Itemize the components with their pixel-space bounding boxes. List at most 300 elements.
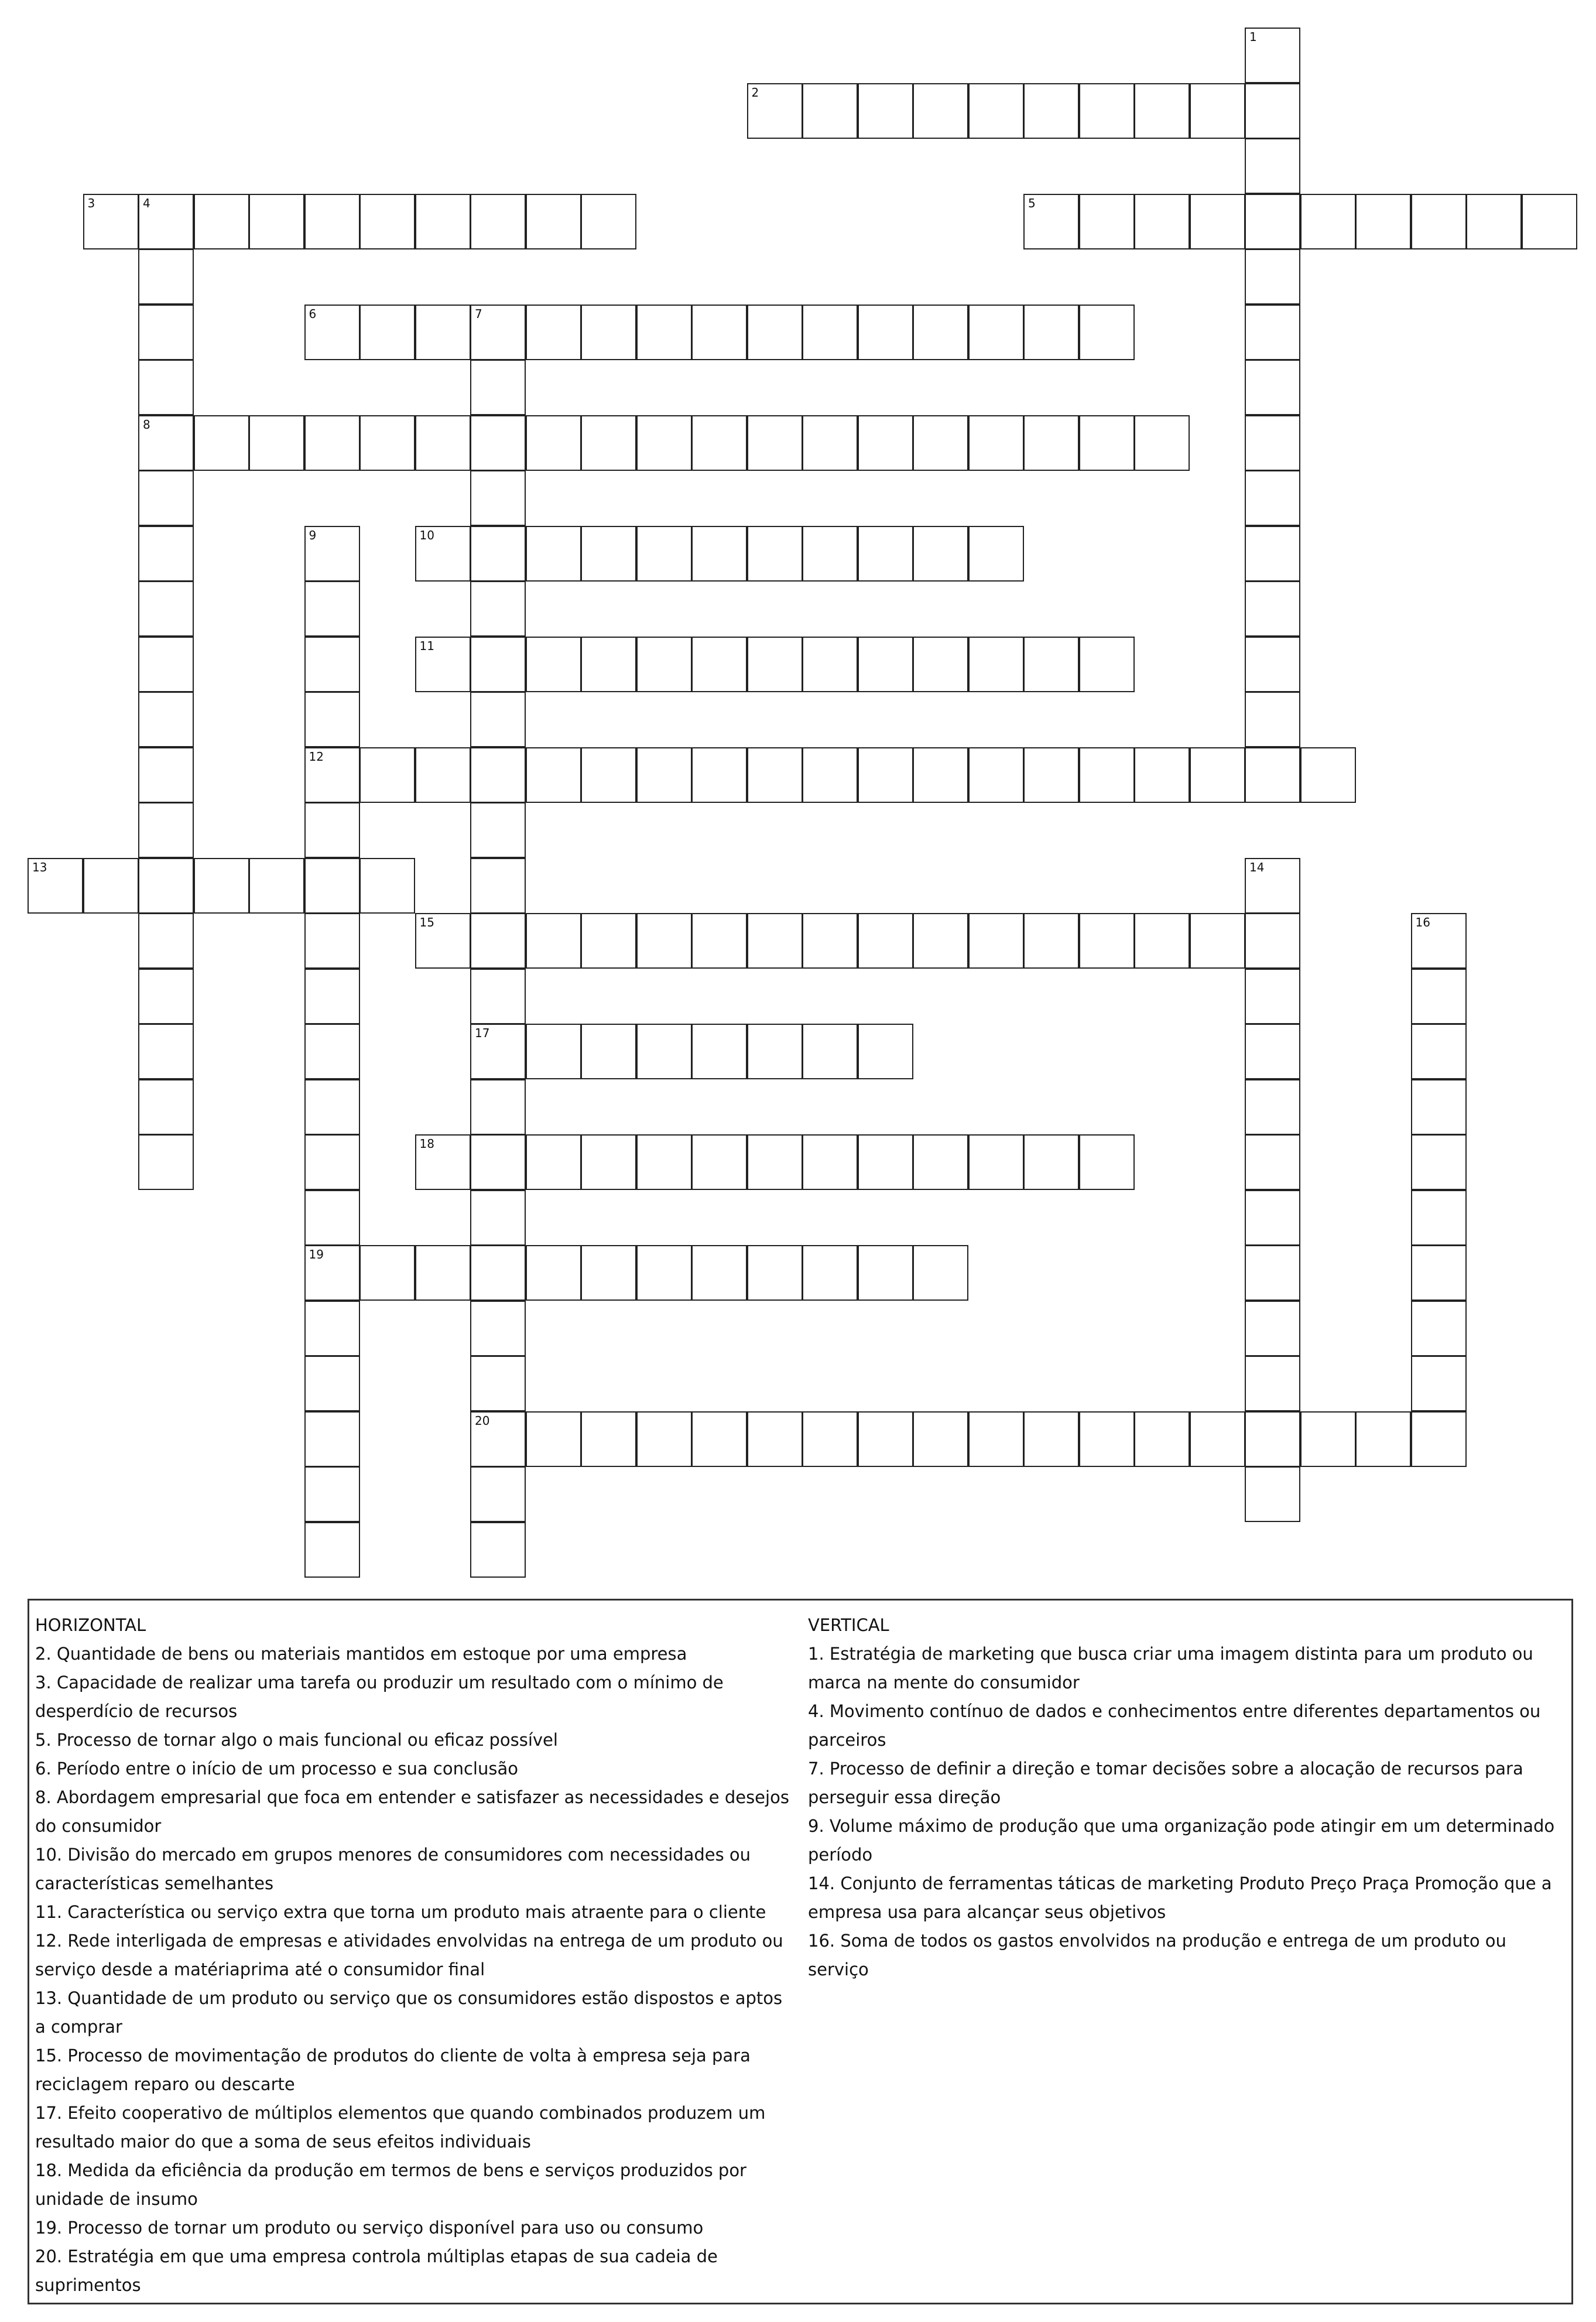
grid-cell[interactable]	[138, 470, 194, 526]
grid-cell[interactable]	[1023, 637, 1079, 692]
across-clue: 20. Estratégia em que uma empresa controla múltiplas etapas de sua cadeia de suprimentos	[35, 2246, 718, 2295]
grid-cell[interactable]	[470, 1024, 526, 1079]
grid-cell[interactable]	[359, 194, 415, 249]
grid-cell[interactable]	[1411, 1411, 1467, 1467]
down-clue: 1. Estratégia de marketing que busca criar uma imagem distinta para um produto ou marca na mente do consumidor	[808, 1644, 1533, 1692]
grid-cell[interactable]	[526, 194, 581, 249]
grid-cell[interactable]	[581, 1411, 636, 1467]
grid-cell[interactable]	[802, 526, 858, 582]
grid-cell[interactable]	[1245, 1466, 1300, 1522]
grid-cell[interactable]	[194, 415, 249, 471]
grid-cell[interactable]	[470, 1411, 526, 1467]
grid-cell[interactable]	[415, 637, 471, 692]
grid-cell[interactable]	[304, 969, 360, 1024]
grid-cell[interactable]	[415, 1245, 471, 1301]
grid-cell[interactable]	[858, 913, 913, 969]
grid-cell[interactable]	[249, 858, 304, 914]
grid-cell[interactable]	[1023, 415, 1079, 471]
grid-cell[interactable]	[470, 526, 526, 582]
grid-cell[interactable]	[1134, 1411, 1190, 1467]
grid-cell[interactable]	[1522, 194, 1577, 249]
grid-cell[interactable]	[138, 360, 194, 415]
grid-cell[interactable]	[304, 1301, 360, 1356]
grid-cell[interactable]	[304, 637, 360, 692]
grid-cell[interactable]	[470, 913, 526, 969]
grid-cell[interactable]	[747, 415, 803, 471]
grid-cell[interactable]	[1079, 913, 1135, 969]
grid-cell[interactable]	[1411, 194, 1467, 249]
grid-cell[interactable]	[691, 913, 747, 969]
grid-cell[interactable]	[1023, 1134, 1079, 1190]
down-clue: 14. Conjunto de ferramentas táticas de marketing Produto Preço Praça Promoção que a empresa usa para alcançar seus objetivos	[808, 1873, 1552, 1922]
clue-number: 2	[751, 85, 759, 100]
grid-cell[interactable]	[747, 747, 803, 803]
grid-cell[interactable]	[1245, 415, 1300, 471]
grid-cell[interactable]	[415, 526, 471, 582]
grid-cell[interactable]	[747, 637, 803, 692]
grid-cell[interactable]	[581, 194, 636, 249]
across-clue: 11. Característica ou serviço extra que torna um produto mais atraente para o cliente	[35, 1902, 766, 1922]
grid-cell[interactable]	[636, 415, 692, 471]
grid-cell[interactable]	[1300, 1411, 1356, 1467]
grid-cell[interactable]	[470, 1190, 526, 1246]
grid-cell[interactable]	[1245, 1134, 1300, 1190]
grid-cell[interactable]	[802, 913, 858, 969]
grid-cell[interactable]	[304, 1245, 360, 1301]
grid-cell[interactable]	[470, 1522, 526, 1578]
grid-cell[interactable]	[1023, 305, 1079, 360]
grid-cell[interactable]	[304, 1356, 360, 1411]
grid-cell[interactable]	[415, 913, 471, 969]
grid-cell[interactable]	[138, 747, 194, 803]
clues-box	[28, 1599, 1573, 2304]
grid-cell[interactable]	[138, 581, 194, 637]
grid-cell[interactable]	[526, 526, 581, 582]
grid-cell[interactable]	[913, 637, 968, 692]
grid-cell[interactable]	[802, 1134, 858, 1190]
grid-cell[interactable]	[1134, 83, 1190, 139]
grid-cell[interactable]	[138, 1079, 194, 1135]
grid-cell[interactable]	[1245, 637, 1300, 692]
grid-cell[interactable]	[415, 415, 471, 471]
grid-cell[interactable]	[636, 913, 692, 969]
across-clue: 18. Medida da eficiência da produção em termos de bens e serviços produzidos por unidade de insumo	[35, 2160, 746, 2209]
grid-cell[interactable]	[1245, 194, 1300, 249]
grid-cell[interactable]	[691, 747, 747, 803]
grid-cell[interactable]	[581, 1134, 636, 1190]
grid-cell[interactable]	[1079, 747, 1135, 803]
grid-cell[interactable]	[1023, 913, 1079, 969]
grid-cell[interactable]	[636, 637, 692, 692]
clue-number: 11	[419, 638, 434, 653]
grid-cell[interactable]	[802, 83, 858, 139]
grid-cell[interactable]	[747, 526, 803, 582]
grid-cell[interactable]	[138, 969, 194, 1024]
grid-cell[interactable]	[802, 1411, 858, 1467]
clue-number: 15	[419, 915, 434, 929]
grid-cell[interactable]	[526, 1245, 581, 1301]
grid-cell[interactable]	[968, 1134, 1024, 1190]
grid-cell[interactable]	[636, 1245, 692, 1301]
grid-cell[interactable]	[138, 194, 194, 249]
grid-cell[interactable]	[1466, 194, 1522, 249]
grid-cell[interactable]	[415, 194, 471, 249]
down-clue: 16. Soma de todos os gastos envolvidos na produção e entrega de um produto ou serviço	[808, 1931, 1506, 1979]
grid-cell[interactable]	[636, 1411, 692, 1467]
grid-cell[interactable]	[691, 1245, 747, 1301]
grid-cell[interactable]	[1245, 1024, 1300, 1079]
grid-cell[interactable]	[138, 305, 194, 360]
grid-cell[interactable]	[470, 802, 526, 858]
grid-cell[interactable]	[526, 1411, 581, 1467]
grid-cell[interactable]	[913, 1411, 968, 1467]
grid-cell[interactable]	[138, 1024, 194, 1079]
grid-cell[interactable]	[1079, 637, 1135, 692]
grid-cell[interactable]	[1079, 305, 1135, 360]
grid-cell[interactable]	[304, 415, 360, 471]
grid-cell[interactable]	[1245, 1190, 1300, 1246]
clue-number: 20	[475, 1413, 490, 1428]
down-clue: 7. Processo de definir a direção e tomar decisões sobre a alocação de recursos para perseguir essa direção	[808, 1759, 1523, 1807]
grid-cell[interactable]	[526, 747, 581, 803]
clue-number: 13	[32, 860, 47, 874]
grid-cell[interactable]	[1134, 913, 1190, 969]
across-clue: 17. Efeito cooperativo de múltiplos elementos que quando combinados produzem um resultado maior do que a soma de seus efeitos individuais	[35, 2103, 766, 2152]
grid-cell[interactable]	[1245, 1245, 1300, 1301]
grid-cell[interactable]	[858, 305, 913, 360]
clue-number: 4	[143, 196, 150, 210]
grid-cell[interactable]	[1134, 415, 1190, 471]
grid-cell[interactable]	[138, 249, 194, 305]
grid-cell[interactable]	[1245, 470, 1300, 526]
grid-cell[interactable]	[913, 526, 968, 582]
down-clue: 4. Movimento contínuo de dados e conhecimentos entre diferentes departamentos ou parceiros	[808, 1701, 1541, 1750]
across-clue: 2. Quantidade de bens ou materiais mantidos em estoque por uma empresa	[35, 1644, 687, 1664]
grid-cell[interactable]	[138, 526, 194, 582]
across-clue: 15. Processo de movimentação de produtos do cliente de volta à empresa seja para reciclagem reparo ou descarte	[35, 2046, 751, 2094]
grid-cell[interactable]	[968, 1411, 1024, 1467]
across-clue: 8. Abordagem empresarial que foca em entender e satisfazer as necessidades e desejos do consumidor	[35, 1787, 789, 1836]
grid-cell[interactable]	[304, 305, 360, 360]
grid-cell[interactable]	[1190, 194, 1245, 249]
grid-cell[interactable]	[1245, 83, 1300, 139]
grid-cell[interactable]	[470, 360, 526, 415]
grid-cell[interactable]	[304, 1411, 360, 1467]
grid-cell[interactable]	[968, 913, 1024, 969]
grid-cell[interactable]	[470, 1466, 526, 1522]
grid-cell[interactable]	[304, 1522, 360, 1578]
grid-cell[interactable]	[858, 1245, 913, 1301]
across-clue: 10. Divisão do mercado em grupos menores de consumidores com necessidades ou características semelhantes	[35, 1845, 751, 1893]
grid-cell[interactable]	[304, 1190, 360, 1246]
grid-cell[interactable]	[526, 1134, 581, 1190]
grid-cell[interactable]	[359, 305, 415, 360]
grid-cell[interactable]	[1023, 83, 1079, 139]
grid-cell[interactable]	[526, 637, 581, 692]
grid-cell[interactable]	[470, 747, 526, 803]
grid-cell[interactable]	[1355, 194, 1411, 249]
grid-cell[interactable]	[359, 858, 415, 914]
grid-cell[interactable]	[968, 415, 1024, 471]
grid-cell[interactable]	[1079, 83, 1135, 139]
grid-cell[interactable]	[581, 1245, 636, 1301]
grid-cell[interactable]	[1190, 913, 1245, 969]
grid-cell[interactable]	[1190, 1411, 1245, 1467]
down-clue: 9. Volume máximo de produção que uma organização pode atingir em um determinado período	[808, 1816, 1555, 1865]
across-clue: 12. Rede interligada de empresas e atividades envolvidas na entrega de um produto ou serviço desde a matériaprima até o consumidor final	[35, 1931, 783, 1979]
grid-cell[interactable]	[470, 692, 526, 747]
grid-cell[interactable]	[636, 747, 692, 803]
grid-cell[interactable]	[1134, 194, 1190, 249]
grid-cell[interactable]	[470, 1134, 526, 1190]
grid-cell[interactable]	[581, 1024, 636, 1079]
clue-number: 8	[143, 417, 150, 432]
grid-cell[interactable]	[802, 1024, 858, 1079]
grid-cell[interactable]	[1134, 747, 1190, 803]
grid-cell[interactable]	[691, 526, 747, 582]
grid-cell[interactable]	[968, 83, 1024, 139]
grid-cell[interactable]	[1245, 581, 1300, 637]
grid-cell[interactable]	[526, 415, 581, 471]
grid-cell[interactable]	[1245, 360, 1300, 415]
grid-cell[interactable]	[1411, 1079, 1467, 1135]
grid-cell[interactable]	[1245, 1079, 1300, 1135]
grid-cell[interactable]	[194, 858, 249, 914]
grid-cell[interactable]	[802, 305, 858, 360]
grid-cell[interactable]	[691, 637, 747, 692]
grid-cell[interactable]	[802, 1245, 858, 1301]
grid-cell[interactable]	[747, 913, 803, 969]
grid-cell[interactable]	[304, 692, 360, 747]
grid-cell[interactable]	[415, 747, 471, 803]
grid-cell[interactable]	[249, 415, 304, 471]
grid-cell[interactable]	[1079, 415, 1135, 471]
grid-cell[interactable]	[913, 305, 968, 360]
grid-cell[interactable]	[747, 1024, 803, 1079]
grid-cell[interactable]	[138, 1134, 194, 1190]
grid-cell[interactable]	[138, 913, 194, 969]
grid-cell[interactable]	[1411, 1356, 1467, 1411]
grid-cell[interactable]	[138, 802, 194, 858]
grid-cell[interactable]	[526, 1024, 581, 1079]
grid-cell[interactable]	[858, 1024, 913, 1079]
across-clue: 19. Processo de tornar um produto ou serviço disponível para uso ou consumo	[35, 2218, 704, 2238]
clue-number: 12	[309, 749, 324, 764]
grid-cell[interactable]	[747, 1134, 803, 1190]
grid-cell[interactable]	[1190, 83, 1245, 139]
grid-cell[interactable]	[359, 1245, 415, 1301]
grid-cell[interactable]	[1245, 692, 1300, 747]
grid-cell[interactable]	[1245, 747, 1300, 803]
grid-cell[interactable]	[470, 1245, 526, 1301]
grid-cell[interactable]	[747, 1245, 803, 1301]
grid-cell[interactable]	[470, 969, 526, 1024]
grid-cell[interactable]	[802, 415, 858, 471]
grid-cell[interactable]	[194, 194, 249, 249]
grid-cell[interactable]	[1245, 913, 1300, 969]
grid-cell[interactable]	[470, 858, 526, 914]
grid-cell[interactable]	[304, 1466, 360, 1522]
grid-cell[interactable]	[1245, 28, 1300, 83]
grid-cell[interactable]	[1023, 747, 1079, 803]
clue-number: 18	[419, 1137, 434, 1151]
grid-cell[interactable]	[1245, 249, 1300, 305]
grid-cell[interactable]	[858, 415, 913, 471]
grid-cell[interactable]	[1300, 747, 1356, 803]
down-clues-column	[808, 1611, 1563, 1984]
grid-cell[interactable]	[858, 83, 913, 139]
grid-cell[interactable]	[138, 637, 194, 692]
grid-cell[interactable]	[1411, 1245, 1467, 1301]
grid-cell[interactable]	[28, 858, 83, 914]
grid-cell[interactable]	[581, 526, 636, 582]
grid-cell[interactable]	[83, 194, 139, 249]
across-clues-column	[35, 1611, 796, 2300]
grid-cell[interactable]	[747, 305, 803, 360]
grid-cell[interactable]	[1355, 1411, 1411, 1467]
grid-cell[interactable]	[359, 415, 415, 471]
grid-cell[interactable]	[304, 526, 360, 582]
grid-cell[interactable]	[415, 305, 471, 360]
grid-cell[interactable]	[1245, 526, 1300, 582]
grid-cell[interactable]	[470, 305, 526, 360]
across-heading: HORIZONTAL	[35, 1615, 146, 1635]
grid-cell[interactable]	[304, 913, 360, 969]
grid-cell[interactable]	[913, 747, 968, 803]
across-clue: 5. Processo de tornar algo o mais funcional ou eficaz possível	[35, 1730, 558, 1750]
grid-cell[interactable]	[747, 1411, 803, 1467]
grid-cell[interactable]	[470, 581, 526, 637]
grid-cell[interactable]	[581, 305, 636, 360]
grid-cell[interactable]	[304, 747, 360, 803]
grid-cell[interactable]	[1245, 1356, 1300, 1411]
grid-cell[interactable]	[913, 415, 968, 471]
grid-cell[interactable]	[636, 1134, 692, 1190]
clue-number: 10	[419, 528, 434, 542]
grid-cell[interactable]	[858, 526, 913, 582]
grid-cell[interactable]	[1245, 858, 1300, 914]
grid-cell[interactable]	[138, 858, 194, 914]
grid-cell[interactable]	[581, 637, 636, 692]
grid-cell[interactable]	[304, 1134, 360, 1190]
grid-cell[interactable]	[304, 581, 360, 637]
grid-cell[interactable]	[470, 637, 526, 692]
grid-cell[interactable]	[470, 1301, 526, 1356]
grid-cell[interactable]	[747, 83, 803, 139]
grid-cell[interactable]	[968, 637, 1024, 692]
grid-cell[interactable]	[636, 1024, 692, 1079]
grid-cell[interactable]	[304, 1079, 360, 1135]
grid-cell[interactable]	[691, 1134, 747, 1190]
grid-cell[interactable]	[138, 692, 194, 747]
across-clue: 6. Período entre o início de um processo e sua conclusão	[35, 1759, 518, 1779]
grid-cell[interactable]	[1411, 1190, 1467, 1246]
grid-cell[interactable]	[858, 1134, 913, 1190]
grid-cell[interactable]	[913, 1245, 968, 1301]
clue-number: 9	[309, 528, 317, 542]
grid-cell[interactable]	[581, 913, 636, 969]
grid-cell[interactable]	[470, 1356, 526, 1411]
grid-cell[interactable]	[636, 305, 692, 360]
grid-cell[interactable]	[304, 858, 360, 914]
clue-number: 6	[309, 306, 317, 321]
clue-number: 14	[1249, 860, 1265, 874]
grid-cell[interactable]	[913, 913, 968, 969]
grid-cell[interactable]	[858, 1411, 913, 1467]
grid-cell[interactable]	[1245, 969, 1300, 1024]
grid-cell[interactable]	[968, 526, 1024, 582]
grid-cell[interactable]	[415, 1134, 471, 1190]
grid-cell[interactable]	[304, 802, 360, 858]
clue-number: 1	[1249, 30, 1257, 44]
grid-cell[interactable]	[581, 747, 636, 803]
grid-cell[interactable]	[470, 470, 526, 526]
clue-number: 16	[1415, 915, 1430, 929]
grid-cell[interactable]	[691, 1411, 747, 1467]
grid-cell[interactable]	[858, 747, 913, 803]
grid-cell[interactable]	[968, 305, 1024, 360]
grid-cell[interactable]	[1245, 305, 1300, 360]
grid-cell[interactable]	[526, 913, 581, 969]
clue-number: 17	[475, 1026, 490, 1040]
clue-number: 3	[87, 196, 95, 210]
grid-cell[interactable]	[858, 637, 913, 692]
grid-cell[interactable]	[470, 194, 526, 249]
grid-cell[interactable]	[1245, 1301, 1300, 1356]
grid-cell[interactable]	[138, 415, 194, 471]
clue-number: 5	[1028, 196, 1036, 210]
grid-cell[interactable]	[802, 637, 858, 692]
grid-cell[interactable]	[526, 305, 581, 360]
across-clue-list	[35, 1640, 796, 2300]
grid-cell[interactable]	[1245, 138, 1300, 194]
grid-cell[interactable]	[304, 194, 360, 249]
grid-cell[interactable]	[636, 526, 692, 582]
grid-cell[interactable]	[359, 747, 415, 803]
grid-cell[interactable]	[581, 415, 636, 471]
grid-cell[interactable]	[691, 305, 747, 360]
grid-cell[interactable]	[1190, 747, 1245, 803]
grid-cell[interactable]	[249, 194, 304, 249]
across-clue: 13. Quantidade de um produto ou serviço que os consumidores estão dispostos e aptos a comprar	[35, 1988, 783, 2037]
grid-cell[interactable]	[1411, 1024, 1467, 1079]
grid-cell[interactable]	[691, 1024, 747, 1079]
grid-cell[interactable]	[1411, 969, 1467, 1024]
grid-cell[interactable]	[1079, 194, 1135, 249]
down-heading: VERTICAL	[808, 1615, 889, 1635]
grid-cell[interactable]	[1411, 1301, 1467, 1356]
grid-cell[interactable]	[470, 415, 526, 471]
grid-cell[interactable]	[1079, 1134, 1135, 1190]
grid-cell[interactable]	[913, 83, 968, 139]
grid-cell[interactable]	[1300, 194, 1356, 249]
grid-cell[interactable]	[913, 1134, 968, 1190]
grid-cell[interactable]	[1023, 1411, 1079, 1467]
grid-cell[interactable]	[968, 747, 1024, 803]
grid-cell[interactable]	[1411, 913, 1467, 969]
grid-cell[interactable]	[83, 858, 139, 914]
grid-cell[interactable]	[691, 415, 747, 471]
grid-cell[interactable]	[1411, 1134, 1467, 1190]
clue-number: 19	[309, 1247, 324, 1261]
grid-cell[interactable]	[1245, 1411, 1300, 1467]
grid-cell[interactable]	[1023, 194, 1079, 249]
grid-cell[interactable]	[802, 747, 858, 803]
grid-cell[interactable]	[1079, 1411, 1135, 1467]
grid-cell[interactable]	[304, 1024, 360, 1079]
down-clue-list	[808, 1640, 1563, 1984]
grid-cell[interactable]	[470, 1079, 526, 1135]
